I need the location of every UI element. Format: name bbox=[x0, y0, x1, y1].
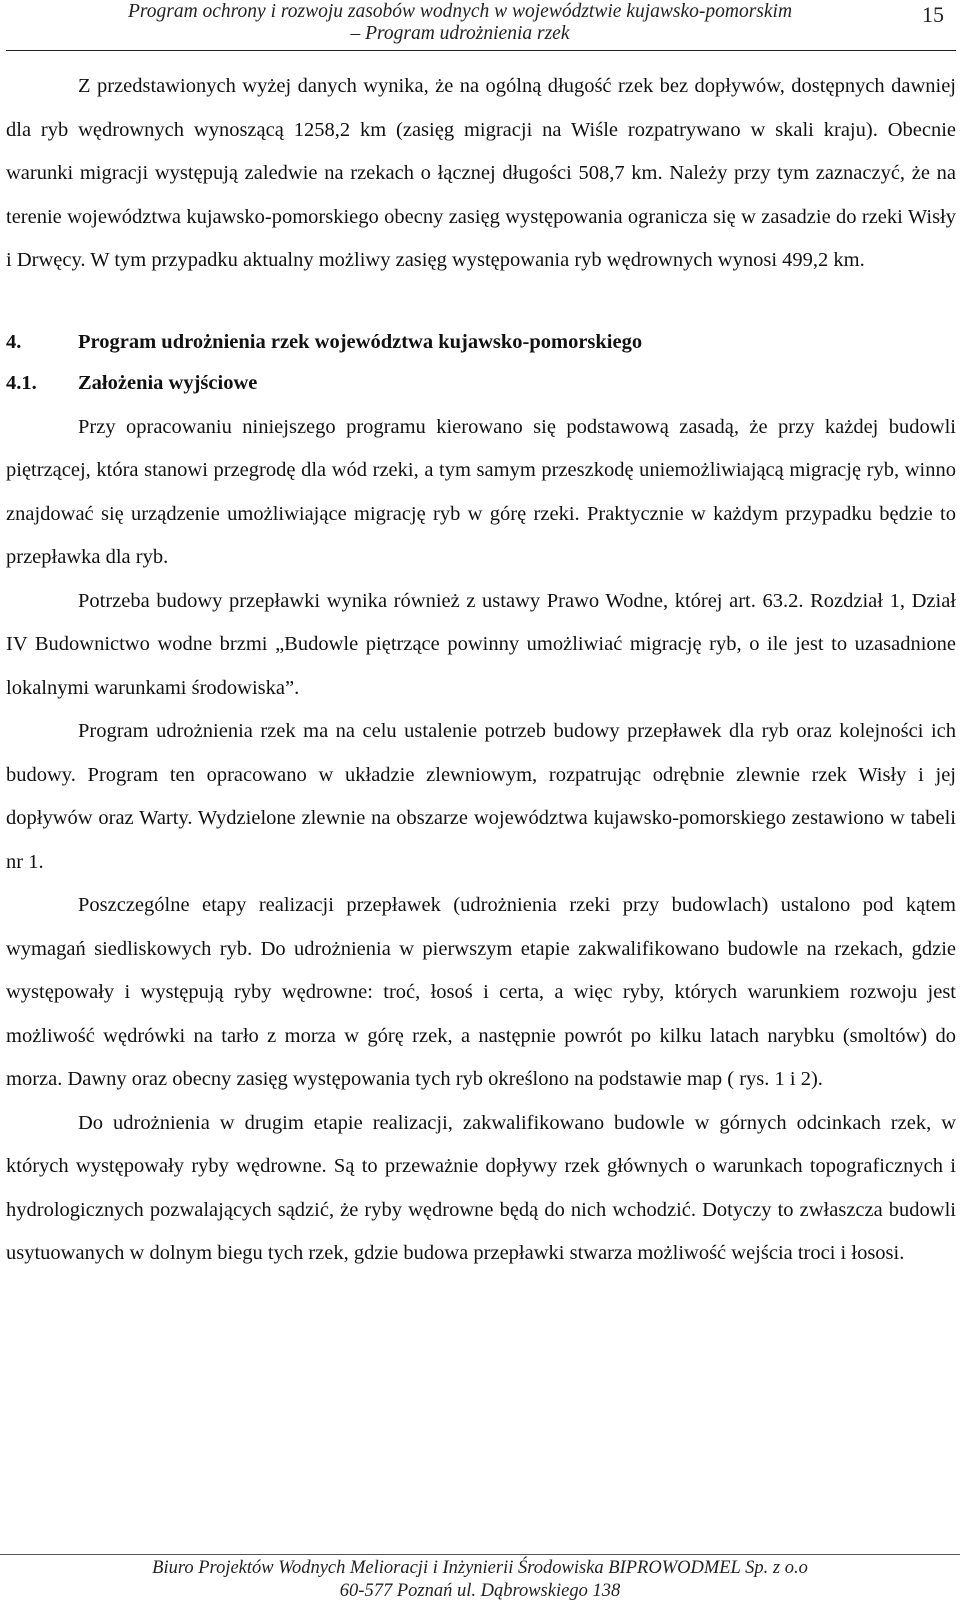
footer-line1: Biuro Projektów Wodnych Melioracji i Inżynierii Środowiska BIPROWODMEL Sp. z o.o bbox=[152, 1558, 808, 1578]
header-title-line1: Program ochrony i rozwoju zasobów wodnych w województwie kujawsko-pomorskim bbox=[127, 1, 793, 22]
paragraph-5: Do udrożnienia w drugim etapie realizacji, zakwalifikowano budowle w górnych odcinkach rzek, w których występowały ryby wędrowne. Są to przeważnie dopływy rzek głównych o warunkach topograficznych i hydrologicznych pozwalających sądzić, że ryby wędrowne będą do nich wchodzić. Dotyczy to zwłaszcza budowli usytuowanych w dolnym biegu tych rzek, gdzie budowa przepławki stwarza możliwość wejścia troci i łososi. bbox=[6, 1111, 956, 1264]
subsection-number: 4.1. bbox=[6, 372, 37, 394]
paragraph-4: Poszczególne etapy realizacji przepławek (udrożnienia rzeki przy budowlach) ustalono pod kątem wymagań siedliskowych ryb. Do udrożnienia w pierwszym etapie zakwalifikowano budowle na rzekach, gdzie występowały i występują ryby wędrowne: troć, łosoś i certa, a więc ryby, których warunkiem rozwoju jest możliwość wędrówki na tarło z morza w górę rzek, a następnie powrót po kilku latach narybku (smoltów) do morza. Dawny oraz obecny zasięg występowania tych ryb określono na podstawie map ( rys. 1 i 2). bbox=[6, 894, 956, 1090]
page-body bbox=[6, 65, 956, 1276]
header-title-line2: – Program udrożnienia rzek bbox=[350, 23, 570, 44]
subsection-heading bbox=[6, 362, 956, 406]
intro-paragraph: Z przedstawionych wyżej danych wynika, że na ogólną długość rzek bez dopływów, dostępnych dawniej dla ryb wędrownych wynoszącą 1258,2 km (zasięg migracji na Wiśle rozpatrywano w skali kraju). Obecnie warunki migracji występują zaledwie na rzekach o łącznej długości 508,7 km. Należy przy tym zaznaczyć, że na terenie województwa kujawsko-pomorskiego obecny zasięg występowania ogranicza się w zasadzie do rzeki Wisły i Drwęcy. W tym przypadku aktualny możliwy zasięg występowania ryb wędrownych wynosi 499,2 km. bbox=[6, 75, 956, 271]
footer-line2: 60-577 Poznań ul. Dąbrowskiego 138 bbox=[339, 1581, 621, 1601]
page-number: 15 bbox=[922, 2, 944, 27]
paragraph-1: Przy opracowaniu niniejszego programu kierowano się podstawową zasadą, że przy każdej budowli piętrzącej, która stanowi przegrodę dla wód rzeki, a tym samym przeszkodę uniemożliwiającą migrację ryb, winno znajdować się urządzenie umożliwiające migrację ryb w górę rzeki. Praktycznie w każdym przypadku będzie to przepławka dla ryb. bbox=[6, 415, 956, 568]
paragraph-2: Potrzeba budowy przepławki wynika również z ustawy Prawo Wodne, której art. 63.2. Rozdział 1, Dział IV Budownictwo wodne brzmi „Budowle piętrzące powinny umożliwiać migrację ryb, o ile jest to uzasadnione lokalnymi warunkami środowiska”. bbox=[6, 589, 956, 699]
section-title: Program udrożnienia rzek województwa kujawsko-pomorskiego bbox=[78, 330, 643, 353]
section-gap bbox=[6, 283, 956, 321]
page-footer bbox=[0, 1554, 960, 1603]
page-header bbox=[6, 0, 956, 51]
paragraph-3: Program udrożnienia rzek ma na celu ustalenie potrzeb budowy przepławek dla ryb oraz kolejności ich budowy. Program ten opracowano w układzie zlewniowym, rozpatrując odrębnie zlewnie rzek Wisły i jej dopływów oraz Warty. Wydzielone zlewnie na obszarze województwa kujawsko-pomorskiego zestawiono w tabeli nr 1. bbox=[6, 720, 956, 873]
subsection-title: Założenia wyjściowe bbox=[78, 372, 258, 394]
section-number: 4. bbox=[6, 330, 22, 353]
section-heading bbox=[6, 321, 956, 365]
